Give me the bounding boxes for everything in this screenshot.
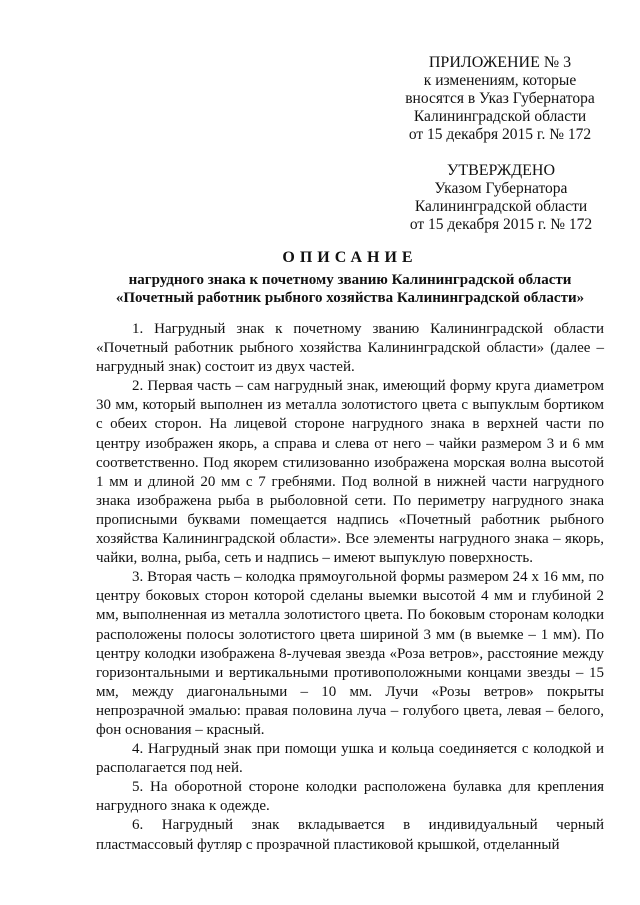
approved-title: УТВЕРЖДЕНО — [446, 162, 555, 179]
document-title: ОПИСАНИЕ — [282, 249, 418, 266]
paragraph-1: 1. Нагрудный знак к почетному званию Калининградской области «Почетный работник рыбного хозяйства Калининградской области» (далее – нагрудный знак) состоит из двух частей. — [96, 321, 604, 376]
approved-line: от 15 декабря 2015 г. № 172 — [409, 216, 593, 233]
document-subtitle-line-2: «Почетный работник рыбного хозяйства Калининградской области» — [115, 290, 585, 306]
paragraph-3: 3. Вторая часть – колодка прямоугольной формы размером 24 х 16 мм, по центру боковых сторон которой сделаны выемки высотой 4 мм и глубиной 2 мм, выполненная из металла золотистого цвета. По боковым сторонам колодки расположены полосы золотистого цвета шириной 3 мм (в выемке – 1 мм). По центру колодки изображена 8-лучевая звезда «Роза ветров», расстояние между горизонтальными и вертикальными противоположными концами звезды – 15 мм, между диагональными – 10 мм. Лучи «Розы ветров» покрыты непрозрачной эмалью: правая половина луча – голубого цвета, левая – белого, фон основания – красный. — [96, 569, 604, 738]
document-heading — [95, 248, 605, 307]
paragraph-4: 4. Нагрудный знак при помощи ушка и кольца соединяется с колодкой и располагается под ней. — [96, 741, 604, 777]
appendix-line: к изменениям, которые — [423, 72, 577, 89]
paragraph-2: 2. Первая часть – сам нагрудный знак, имеющий форму круга диаметром 30 мм, который выполнен из металла золотистого цвета с выпуклым бортиком с обеих сторон. На лицевой стороне нагрудного знака в верхней части по центру изображен якорь, а справа и слева от него – чайки размером 3 и 6 мм соответственно. Под якорем стилизованно изображена морская волна высотой 1 мм и длиной 20 мм с 7 гребнями. Под волной в нижней части нагрудного знака изображена рыба в рыболовной сети. По периметру нагрудного знака прописными буквами помещается надпись «Почетный работник рыбного хозяйства Калининградской области». Все элементы нагрудного знака – якорь, чайки, волна, рыба, сеть и надпись – имеют выпуклую поверхность. — [96, 378, 604, 567]
appendix-line: Калининградской области — [413, 108, 587, 125]
appendix-line: от 15 декабря 2015 г. № 172 — [408, 126, 592, 143]
approved-line: Указом Губернатора — [434, 180, 568, 197]
approved-line: Калининградской области — [414, 198, 588, 215]
appendix-block — [340, 54, 640, 144]
approved-block — [340, 162, 640, 234]
document-subtitle-line-1: нагрудного знака к почетному званию Калининградской области — [128, 272, 572, 288]
appendix-line: вносятся в Указ Губернатора — [405, 90, 595, 107]
paragraph-6: 6. Нагрудный знак вкладывается в индивидуальный черный пластмассовый футляр с прозрачной пластиковой крышкой, отделанный — [96, 817, 604, 853]
paragraph-5: 5. На оборотной стороне колодки расположена булавка для крепления нагрудного знака к одежде. — [96, 779, 604, 815]
appendix-title: ПРИЛОЖЕНИЕ № 3 — [428, 54, 572, 71]
document-body — [96, 320, 604, 855]
